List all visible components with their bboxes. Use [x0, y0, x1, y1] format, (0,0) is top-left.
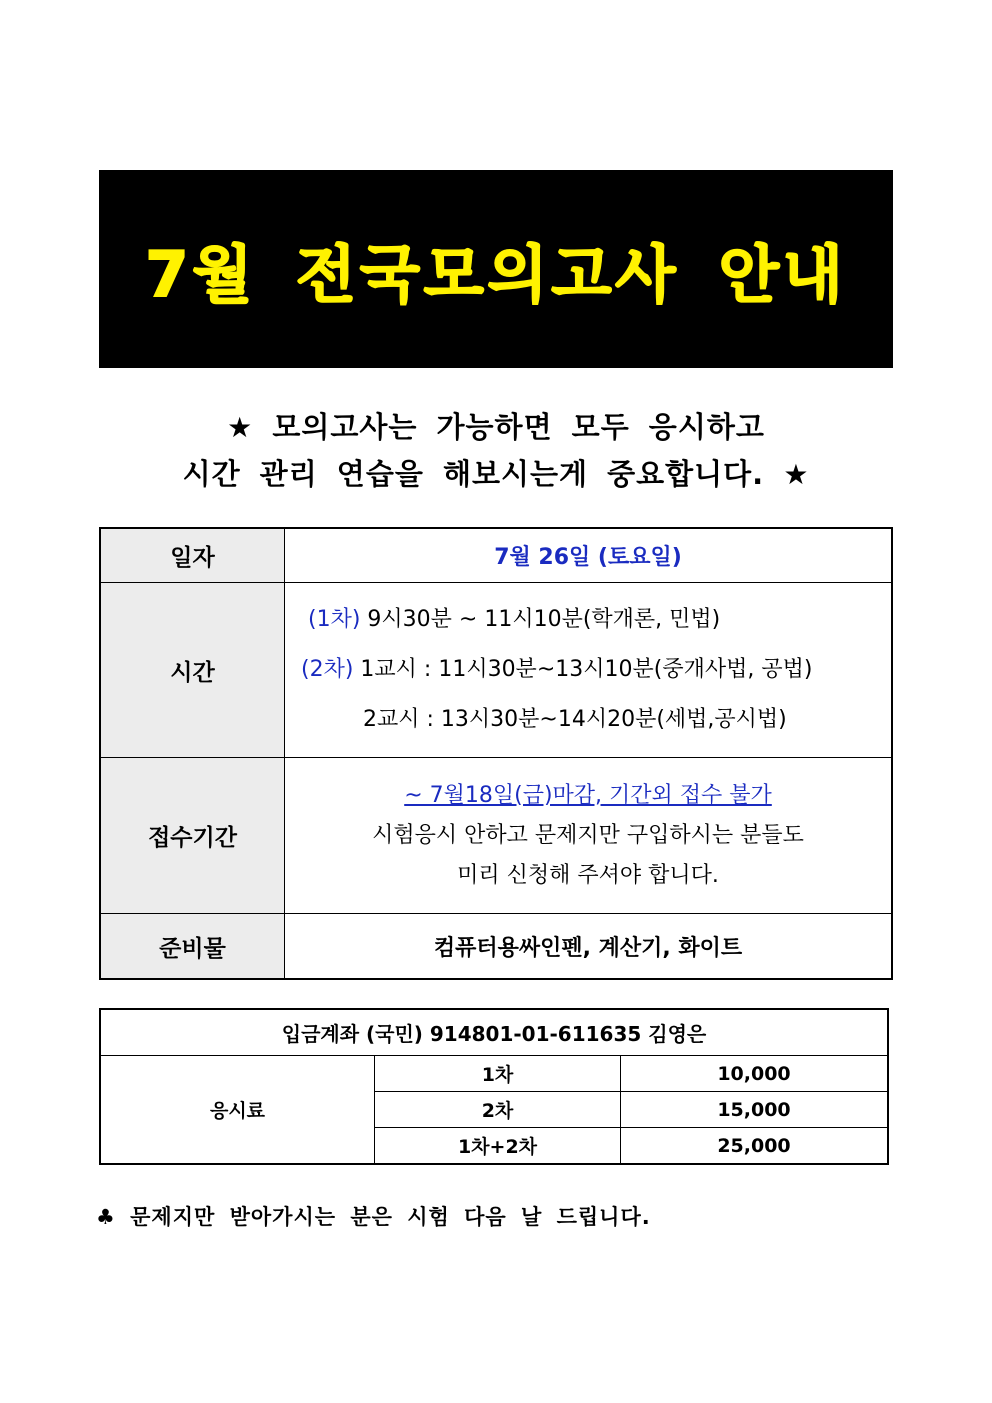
fee-label: 응시료: [100, 1056, 375, 1165]
registration-line-2: 시험응시 안하고 문제지만 구입하시는 분들도: [372, 822, 804, 848]
fee-table: [99, 1008, 889, 1165]
registration-deadline: ~ 7월18일(금)마감, 기간외 접수 불가: [404, 782, 772, 808]
intro-text-1: 모의고사는 가능하면 모두 응시하고: [272, 410, 765, 444]
title-banner: [99, 170, 893, 368]
intro-text-2: 시간 관리 연습을 해보시는게 중요합니다.: [182, 457, 765, 491]
account-row: [100, 1009, 888, 1056]
fee-round: 1차+2차: [375, 1128, 621, 1165]
date-value: 7월 26일 (토요일): [285, 528, 893, 583]
intro-line-1: [99, 404, 893, 451]
time-label: 시간: [100, 583, 285, 758]
round2-text: 1교시 : 11시30분~13시10분(중개사법, 공법): [360, 657, 813, 682]
fee-amount: 15,000: [621, 1092, 889, 1128]
star-icon: ★: [227, 411, 254, 444]
round1-tag: (1차): [308, 607, 361, 632]
time-row: [100, 583, 892, 758]
registration-row: [100, 758, 892, 914]
registration-line-3: 미리 신청해 주셔야 합니다.: [457, 862, 719, 888]
round1-text: 9시30분 ~ 11시10분(학개론, 민법): [367, 607, 721, 632]
intro-message: [99, 404, 893, 498]
registration-label: 접수기간: [100, 758, 285, 914]
round1-line: [285, 595, 891, 645]
round2-period2-line: 2교시 : 13시30분~14시20분(세법,공시법): [363, 707, 787, 732]
date-row: [100, 528, 892, 583]
page-title: 7월 전국모의고사 안내: [145, 237, 847, 311]
footnote: [96, 1201, 651, 1231]
fee-row-1: [100, 1056, 888, 1092]
star-icon: ★: [783, 458, 810, 491]
time-value: [285, 583, 893, 758]
registration-value: [285, 758, 893, 914]
footnote-text: 문제지만 받아가시는 분은 시험 다음 날 드립니다.: [130, 1205, 651, 1229]
supplies-label: 준비물: [100, 914, 285, 980]
round2-line: [285, 645, 891, 695]
intro-line-2: [99, 451, 893, 498]
club-icon: ♣: [96, 1205, 116, 1229]
exam-info-table: [99, 527, 893, 980]
fee-round: 2차: [375, 1092, 621, 1128]
fee-amount: 10,000: [621, 1056, 889, 1092]
round2-tag: (2차): [301, 657, 354, 682]
fee-round: 1차: [375, 1056, 621, 1092]
fee-amount: 25,000: [621, 1128, 889, 1165]
bank-account: 입금계좌 (국민) 914801-01-611635 김영은: [100, 1009, 888, 1056]
date-label: 일자: [100, 528, 285, 583]
supplies-value: 컴퓨터용싸인펜, 계산기, 화이트: [285, 914, 893, 980]
supplies-row: [100, 914, 892, 980]
